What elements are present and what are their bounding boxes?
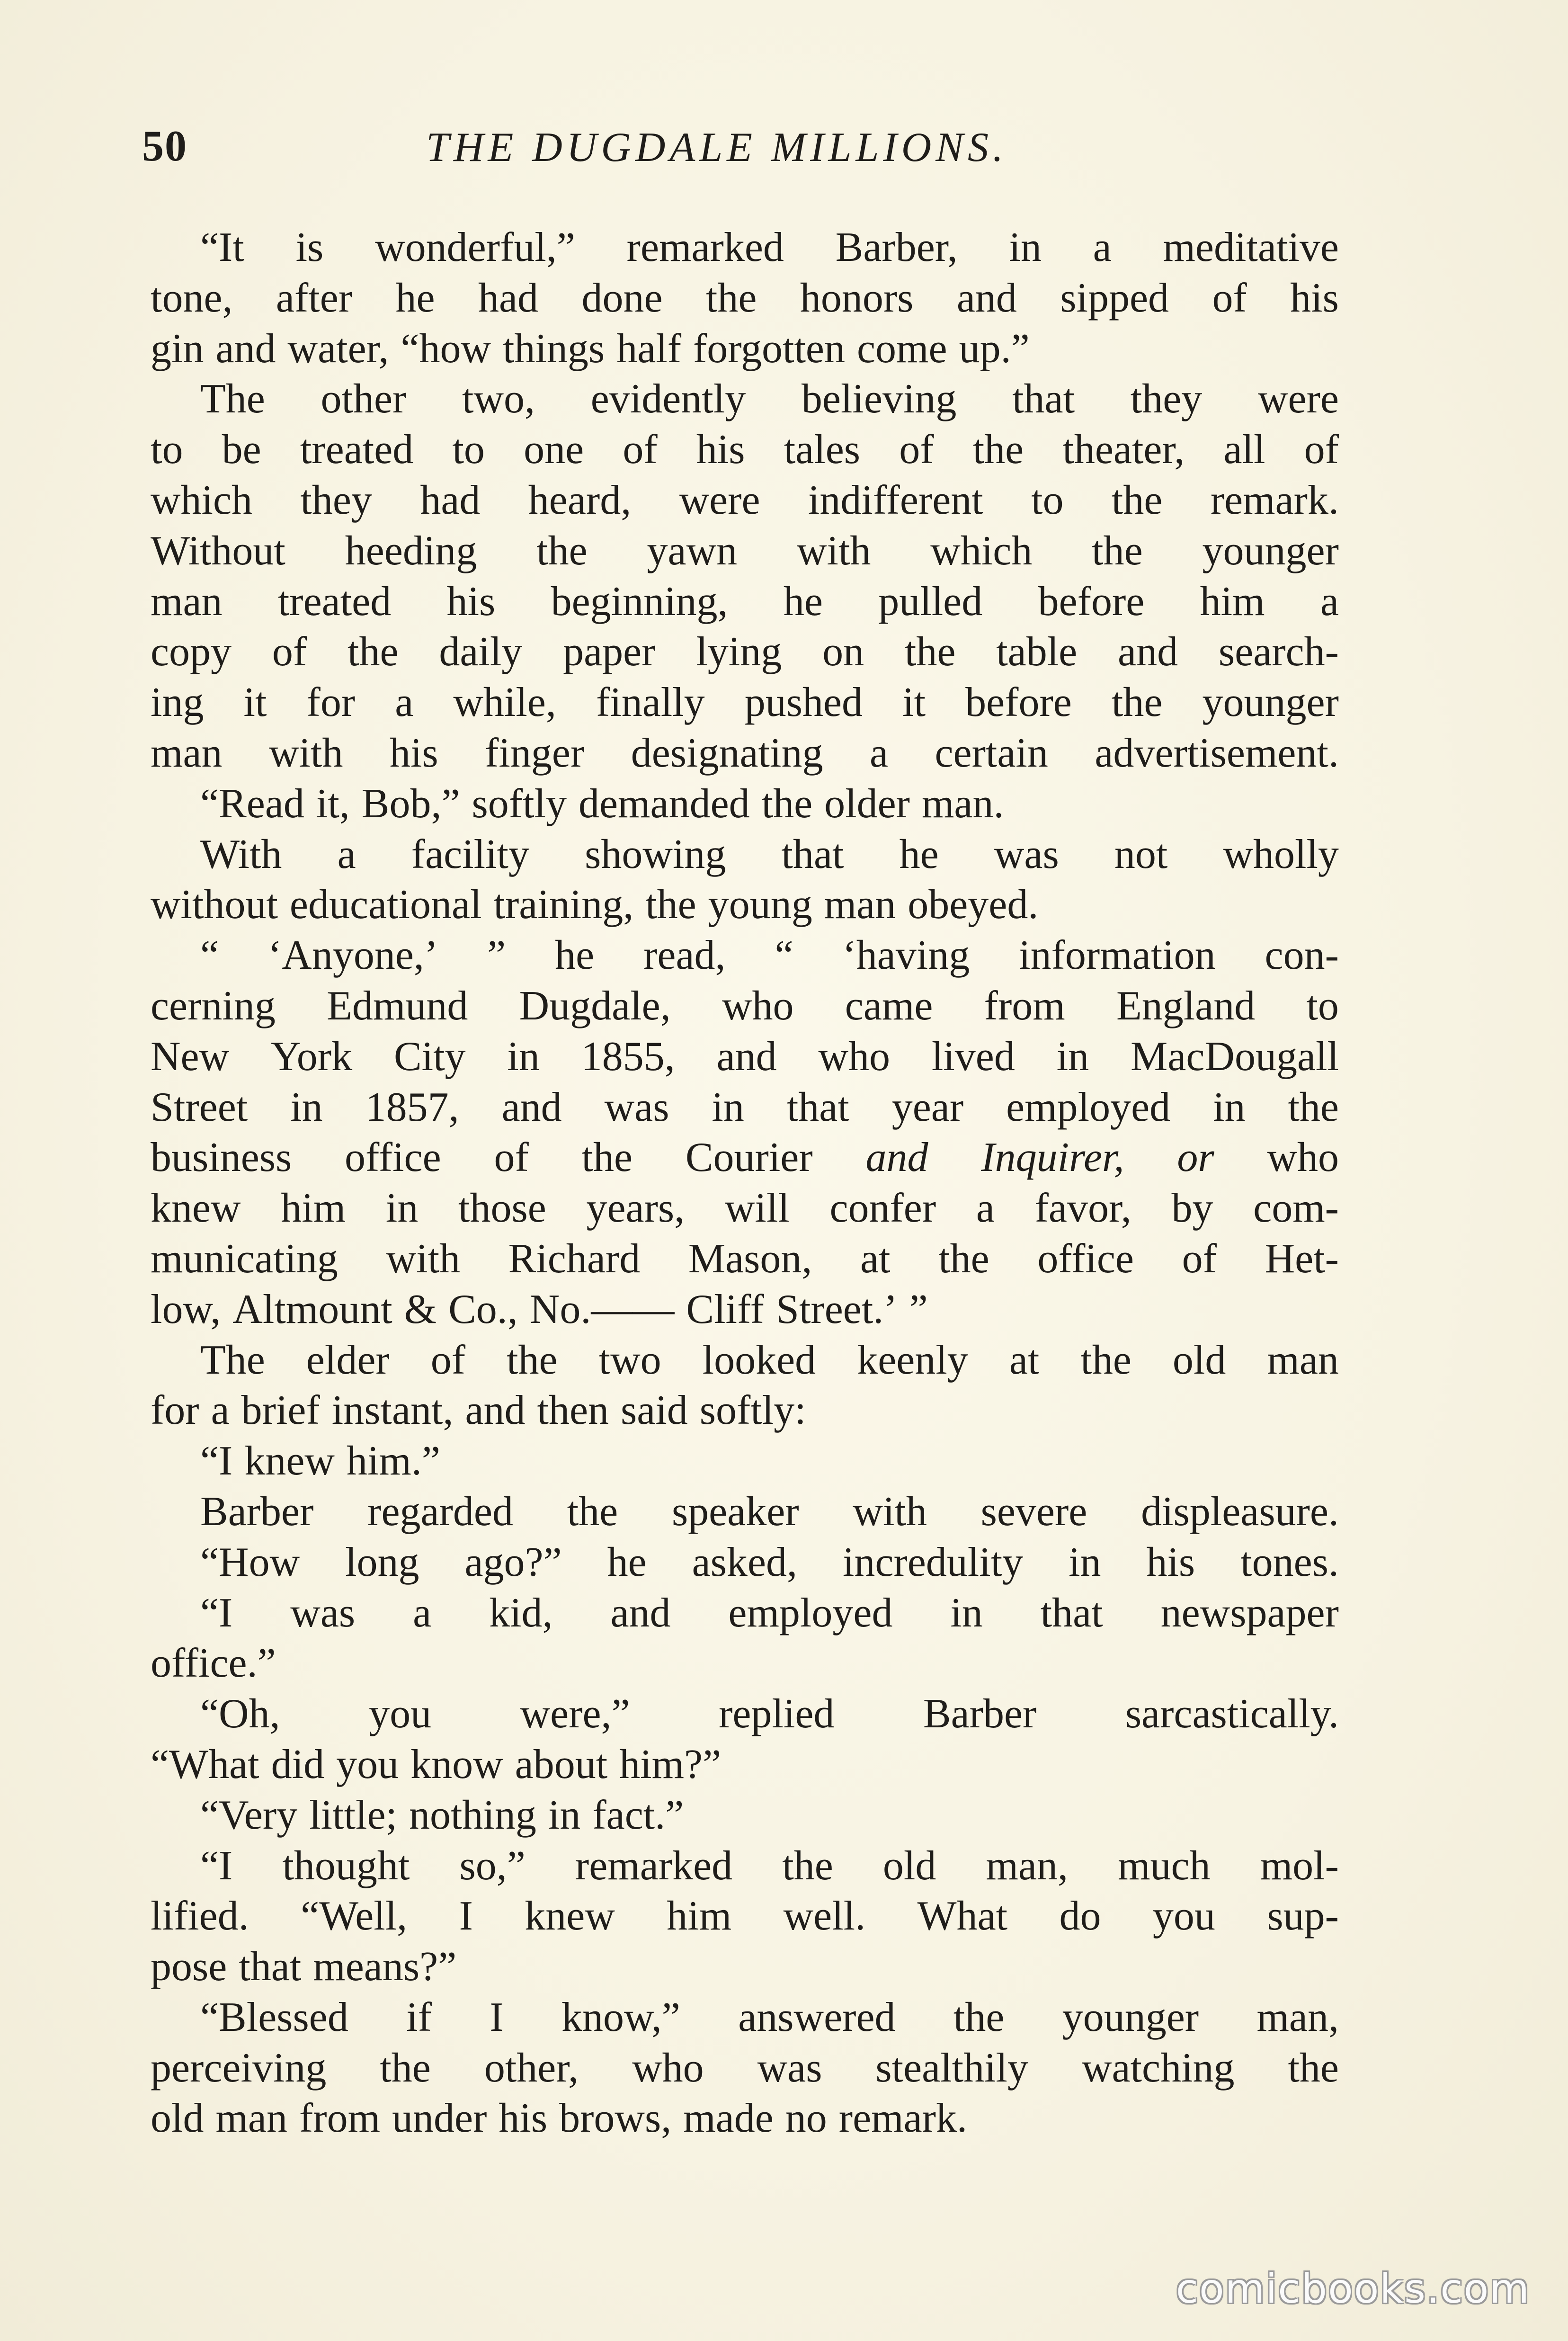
- watermark: comicbooks.com: [1176, 2265, 1530, 2313]
- text-line: With a facility showing that he was not wholly: [200, 831, 1339, 877]
- page-number: 50: [142, 122, 187, 170]
- text-line: The other two, evidently believing that they were: [200, 376, 1339, 422]
- text-line: “I thought so,” remarked the old man, much mol-: [200, 1842, 1339, 1889]
- text-line: which they had heard, were indifferent to the remark.: [151, 477, 1339, 523]
- text-line: “It is wonderful,” remarked Barber, in a meditative: [200, 224, 1339, 270]
- text-line: “Oh, you were,” replied Barber sarcastically.: [200, 1691, 1339, 1737]
- text-line: office.”: [151, 1640, 276, 1687]
- text-line: man treated his beginning, he pulled before him a: [151, 578, 1339, 625]
- text-line: for a brief instant, and then said softly:: [151, 1387, 806, 1434]
- text-line: copy of the daily paper lying on the table and search-: [151, 629, 1339, 675]
- body-text: [151, 223, 1339, 2144]
- text-line: without educational training, the young man obeyed.: [151, 882, 1039, 928]
- text-line: cerning Edmund Dugdale, who came from England to: [151, 983, 1339, 1029]
- text-line: “Blessed if I know,” answered the younger man,: [200, 1994, 1339, 2040]
- text-line: knew him in those years, will confer a favor, by com-: [151, 1185, 1339, 1232]
- text-line: to be treated to one of his tales of the theater, all of: [151, 427, 1339, 473]
- text-line: New York City in 1855, and who lived in MacDougall: [151, 1033, 1339, 1080]
- text-line: “What did you know about him?”: [151, 1741, 722, 1787]
- text-line: gin and water, “how things half forgotten come up.”: [151, 325, 1030, 372]
- running-head: [142, 121, 1354, 178]
- text-line: “How long ago?” he asked, incredulity in his tones.: [200, 1539, 1339, 1585]
- text-line: “Very little; nothing in fact.”: [200, 1792, 684, 1838]
- text-line: pose that means?”: [151, 1944, 457, 1990]
- text-line: “Read it, Bob,” softly demanded the older man.: [200, 780, 1004, 827]
- text-line: tone, after he had done the honors and sipped of his: [151, 275, 1339, 321]
- text-line: “I was a kid, and employed in that newspaper: [200, 1590, 1339, 1636]
- text-line: Street in 1857, and was in that year employed in the: [151, 1084, 1339, 1130]
- text-line: The elder of the two looked keenly at the old man: [200, 1337, 1339, 1383]
- text-line: municating with Richard Mason, at the office of Het-: [151, 1235, 1339, 1282]
- text-line: “ ‘Anyone,’ ” he read, “ ‘having information con-: [200, 932, 1339, 979]
- text-line: “I knew him.”: [200, 1438, 440, 1484]
- text-line: ing it for a while, finally pushed it before the younger: [151, 679, 1339, 726]
- text-line: old man from under his brows, made no remark.: [151, 2095, 967, 2142]
- text-line: lified. “Well, I knew him well. What do you sup-: [151, 1893, 1339, 1939]
- text-line: man with his finger designating a certain advertisement.: [151, 730, 1339, 776]
- book-title: THE DUGDALE MILLIONS.: [426, 125, 1007, 170]
- text-line: perceiving the other, who was stealthily watching the: [151, 2045, 1339, 2091]
- text-line: business office of the Courier and Inquirer, or who: [151, 1135, 1339, 1181]
- text-line: Without heeding the yawn with which the younger: [151, 527, 1339, 574]
- text-line: low, Altmount & Co., No.—— Cliff Street.’ ”: [151, 1286, 928, 1332]
- text-line: Barber regarded the speaker with severe displeasure.: [200, 1488, 1339, 1535]
